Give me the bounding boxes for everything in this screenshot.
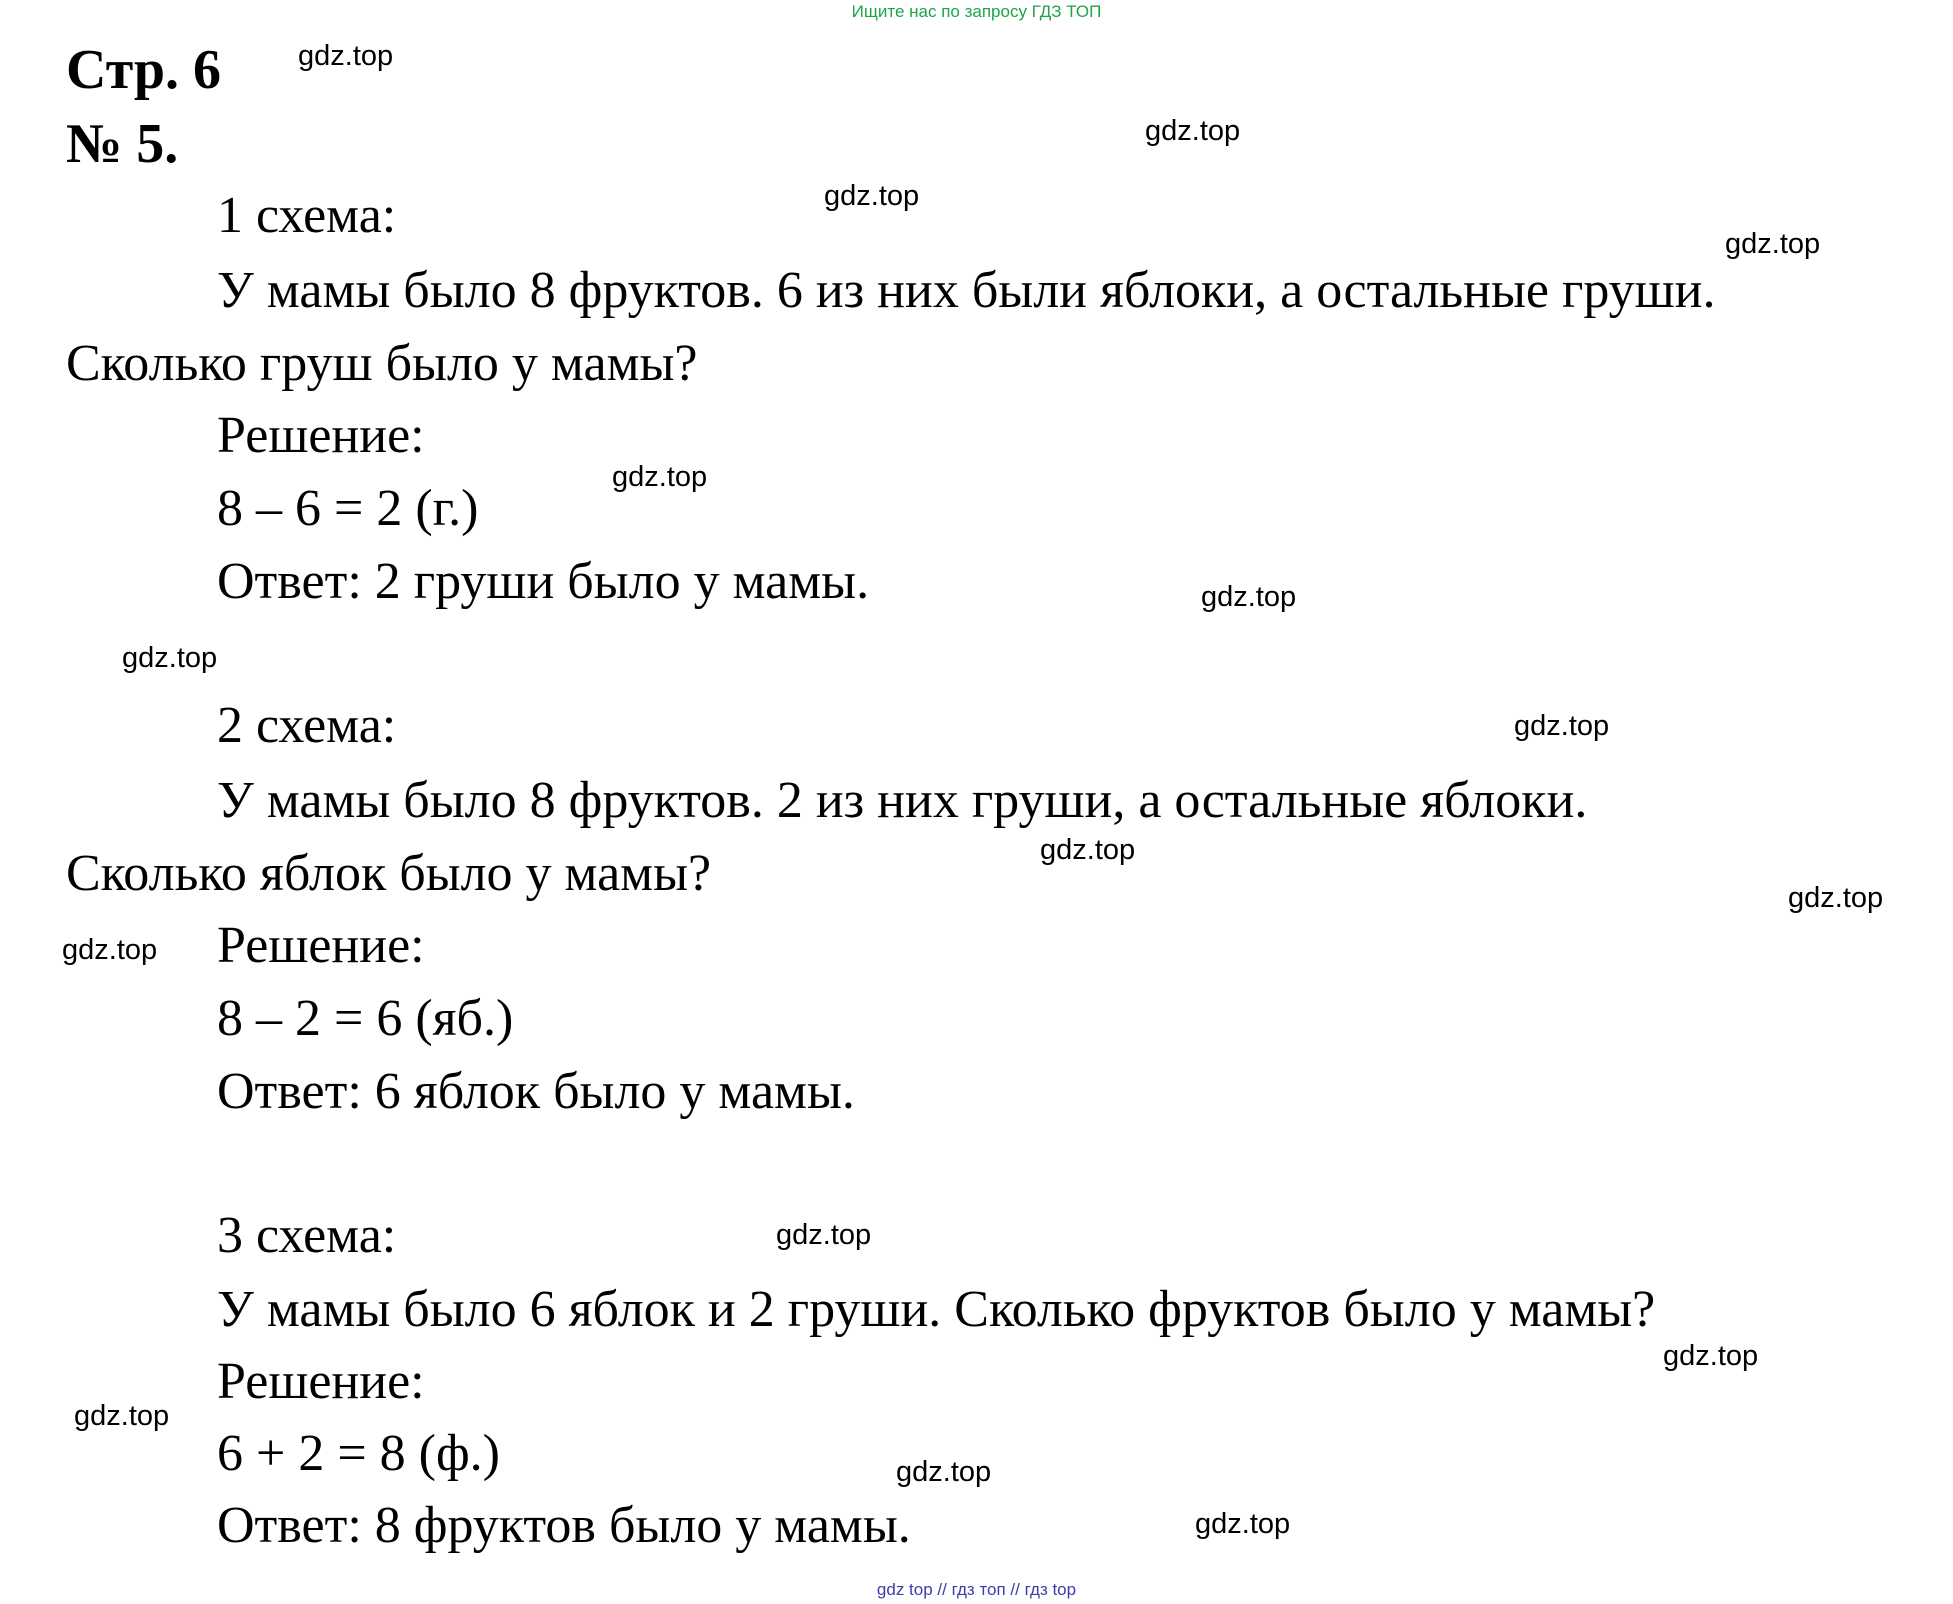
task-number: № 5. <box>66 113 179 175</box>
scheme-2-title: 2 схема: <box>217 697 397 754</box>
scheme-3-answer: Ответ: 8 фруктов было у мамы. <box>217 1497 911 1554</box>
scheme-2-problem-line1: У мамы было 8 фруктов. 2 из них груши, а остальные яблоки. <box>217 772 1588 829</box>
scheme-1-problem-line1: У мамы было 8 фруктов. 6 из них были яблоки, а остальные груши. <box>217 262 1716 319</box>
scheme-2-equation: 8 – 2 = 6 (яб.) <box>217 990 514 1047</box>
watermark: gdz.top <box>1514 710 1610 742</box>
watermark: gdz.top <box>298 40 394 72</box>
scheme-3-problem-line1: У мамы было 6 яблок и 2 груши. Сколько фруктов было у мамы? <box>217 1281 1656 1338</box>
watermark: gdz.top <box>1788 882 1884 914</box>
watermark: gdz.top <box>74 1400 170 1432</box>
scheme-2-solution-label: Решение: <box>217 917 425 974</box>
scheme-2-problem-line2: Сколько яблок было у мамы? <box>66 845 712 902</box>
watermark: gdz.top <box>824 180 920 212</box>
watermark: gdz.top <box>612 461 708 493</box>
watermark: gdz.top <box>1195 1508 1291 1540</box>
watermark: gdz.top <box>1725 228 1821 260</box>
scheme-1-answer: Ответ: 2 груши было у мамы. <box>217 553 870 610</box>
scheme-3-title: 3 схема: <box>217 1207 397 1264</box>
watermark: gdz.top <box>1663 1340 1759 1372</box>
scheme-1-title: 1 схема: <box>217 187 397 244</box>
scheme-1-solution-label: Решение: <box>217 407 425 464</box>
footer-watermark: gdz top // гдз топ // гдз top <box>876 1580 1077 1599</box>
scheme-1-equation: 8 – 6 = 2 (г.) <box>217 480 479 537</box>
scheme-3-solution-label: Решение: <box>217 1353 425 1410</box>
watermark: gdz.top <box>1201 581 1297 613</box>
top-banner: Ищите нас по запросу ГДЗ ТОП <box>851 2 1102 21</box>
scheme-2-answer: Ответ: 6 яблок было у мамы. <box>217 1063 855 1120</box>
watermark: gdz.top <box>62 934 158 966</box>
scheme-3-equation: 6 + 2 = 8 (ф.) <box>217 1425 500 1482</box>
watermark: gdz.top <box>122 642 218 674</box>
watermark: gdz.top <box>1040 834 1136 866</box>
scheme-1-problem-line2: Сколько груш было у мамы? <box>66 335 698 392</box>
watermark: gdz.top <box>776 1219 872 1251</box>
watermark: gdz.top <box>1145 115 1241 147</box>
page-number: Стр. 6 <box>66 39 222 101</box>
watermark: gdz.top <box>896 1456 992 1488</box>
